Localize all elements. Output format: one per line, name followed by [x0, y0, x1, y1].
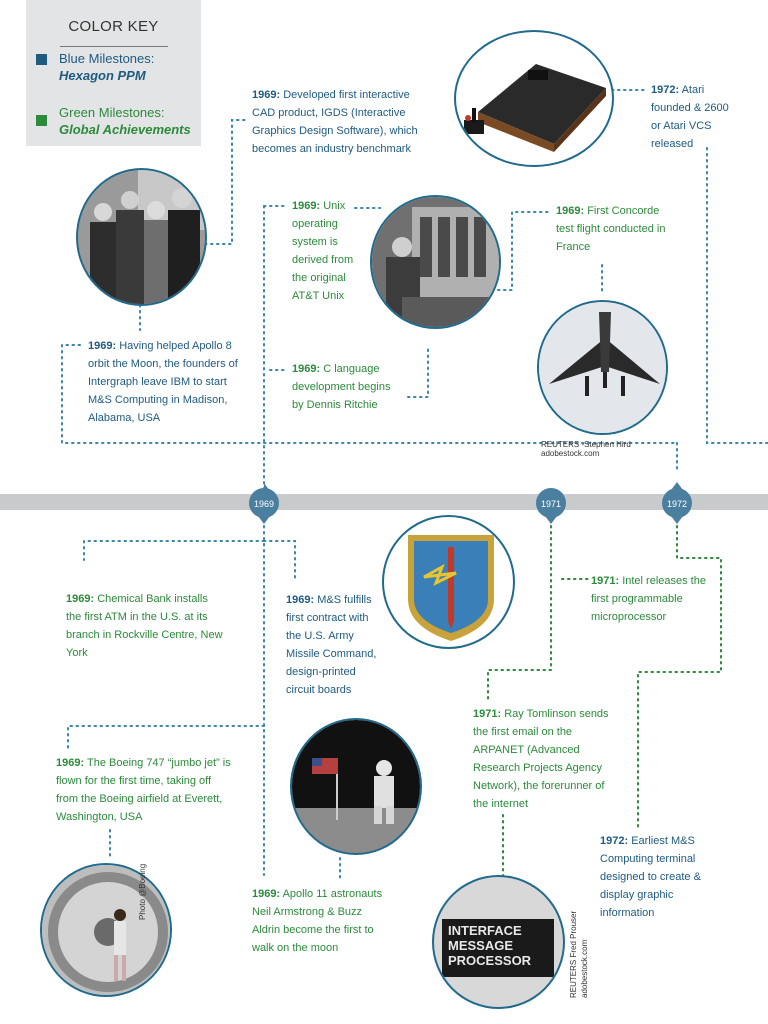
event-unix-year: 1969:	[292, 200, 321, 212]
event-atari-text: Atari founded & 2600 or Atari VCS released	[651, 84, 729, 150]
year-label-1969: 1969	[253, 499, 275, 509]
moon-landing-art	[292, 720, 422, 855]
imp-sign-line-1: INTERFACE	[448, 923, 522, 938]
green-milestones-sub: Global Achievements	[59, 122, 191, 137]
connector-atm	[84, 541, 264, 560]
event-terminal	[600, 832, 718, 922]
event-intel	[591, 572, 721, 626]
color-key-divider	[60, 46, 168, 47]
blue-milestones-label	[59, 50, 154, 84]
color-key-title: COLOR KEY	[68, 18, 159, 35]
connector-cad	[205, 120, 248, 244]
event-army	[286, 591, 386, 699]
concorde-photo	[537, 300, 668, 435]
imp-photo	[432, 875, 565, 1009]
event-boeing	[56, 754, 236, 826]
event-email	[473, 705, 613, 813]
event-terminal-year: 1972:	[600, 835, 629, 847]
event-concorde-text: First Concorde test flight conducted in France	[556, 205, 666, 253]
timeline-bar	[0, 494, 768, 510]
event-clang	[292, 360, 404, 414]
blue-milestones-sub: Hexagon PPM	[59, 68, 146, 83]
founders-photo-art	[78, 170, 207, 306]
boeing-photo	[40, 863, 172, 997]
army-patch-photo	[382, 515, 515, 649]
boeing-engine-art	[42, 865, 172, 997]
connector-1972-down	[638, 520, 721, 828]
event-atari-year: 1972:	[651, 84, 680, 96]
connector-concorde	[498, 212, 548, 290]
unix-photo	[370, 195, 501, 329]
event-terminal-text: Earliest M&S Computing terminal designed to create & display graphic information	[600, 835, 701, 919]
blue-milestones-title: Blue Milestones:	[59, 51, 155, 66]
concorde-credit-line-1: REUTERS -Stephen Hird	[541, 440, 631, 449]
event-army-year: 1969:	[286, 594, 315, 606]
event-apollo8-year: 1969:	[88, 340, 117, 352]
event-concorde-year: 1969:	[556, 205, 585, 217]
unix-photo-art	[372, 197, 501, 329]
atari-photo	[454, 30, 614, 167]
event-intel-text: Intel releases the first programmable microprocessor	[591, 575, 706, 623]
event-apollo11-text: Apollo 11 astronauts Neil Armstrong & Buzz Aldrin become the first to walk on the moon	[252, 888, 383, 954]
green-swatch	[36, 115, 47, 126]
concorde-credit-line-2: adobestock.com	[541, 449, 600, 458]
connector-boeing	[68, 726, 264, 750]
missile-patch-art	[384, 517, 515, 649]
event-concorde	[556, 202, 674, 256]
event-clang-year: 1969:	[292, 363, 321, 375]
year-label-1972: 1972	[666, 499, 688, 509]
event-email-text: Ray Tomlinson sends the first email on the ARPANET (Advanced Research Projects Agency Network), the forerunner of the internet	[473, 708, 609, 810]
imp-credit	[568, 911, 590, 998]
founders-photo	[76, 168, 207, 306]
event-email-year: 1971:	[473, 708, 502, 720]
event-atm-text: Chemical Bank installs the first ATM in the U.S. at its branch in Rockville Centre, New York	[66, 593, 223, 659]
event-boeing-year: 1969:	[56, 757, 85, 769]
event-apollo11-year: 1969:	[252, 888, 281, 900]
connector-clang-right	[408, 345, 428, 397]
event-cad-text: Developed first interactive CAD product, IGDS (Interactive Graphics Design Software), which becomes an industry benchmark	[252, 89, 418, 155]
event-apollo11	[252, 885, 392, 957]
event-boeing-text: The Boeing 747 “jumbo jet” is flown for the first time, taking off from the Boeing airfield at Everett, Washington, USA	[56, 757, 231, 823]
event-army-text: M&S fulfills first contract with the U.S. Army Missile Command, design-printed circuit boards	[286, 594, 377, 696]
event-atm-year: 1969:	[66, 593, 95, 605]
imp-sign-line-2: MESSAGE	[448, 938, 514, 953]
green-milestones-label	[59, 104, 191, 138]
moon-landing-photo	[290, 718, 422, 855]
event-apollo8-text: Having helped Apollo 8 orbit the Moon, the founders of Intergraph leave IBM to start M&S Computing in Madison, Alabama, USA	[88, 340, 238, 424]
green-milestones-title: Green Milestones:	[59, 105, 165, 120]
event-cad-year: 1969:	[252, 89, 281, 101]
event-intel-year: 1971:	[591, 575, 620, 587]
imp-sign-line-3: PROCESSOR	[448, 953, 532, 968]
imp-credit-line-2: adobestock.com	[580, 939, 589, 998]
year-label-1971: 1971	[540, 499, 562, 509]
atari-console-art	[456, 32, 614, 167]
event-cad	[252, 86, 432, 158]
event-clang-text: C language development begins by Dennis Ritchie	[292, 363, 391, 411]
boeing-credit: Photo @Boeing	[138, 863, 147, 920]
color-key	[26, 0, 201, 146]
event-unix-text: Unix operating system is derived from the original AT&T Unix	[292, 200, 354, 302]
connector-atari-down	[707, 148, 768, 443]
event-atari	[651, 81, 741, 153]
connector-army	[264, 541, 295, 580]
event-atm	[66, 590, 226, 662]
imp-sign-text	[448, 923, 558, 968]
event-unix	[292, 197, 362, 305]
concorde-credit	[541, 440, 631, 458]
blue-swatch	[36, 54, 47, 65]
event-apollo8	[88, 337, 253, 427]
imp-credit-line-1: REUTERS Fred Prouser	[569, 910, 578, 998]
concorde-art	[539, 302, 668, 435]
